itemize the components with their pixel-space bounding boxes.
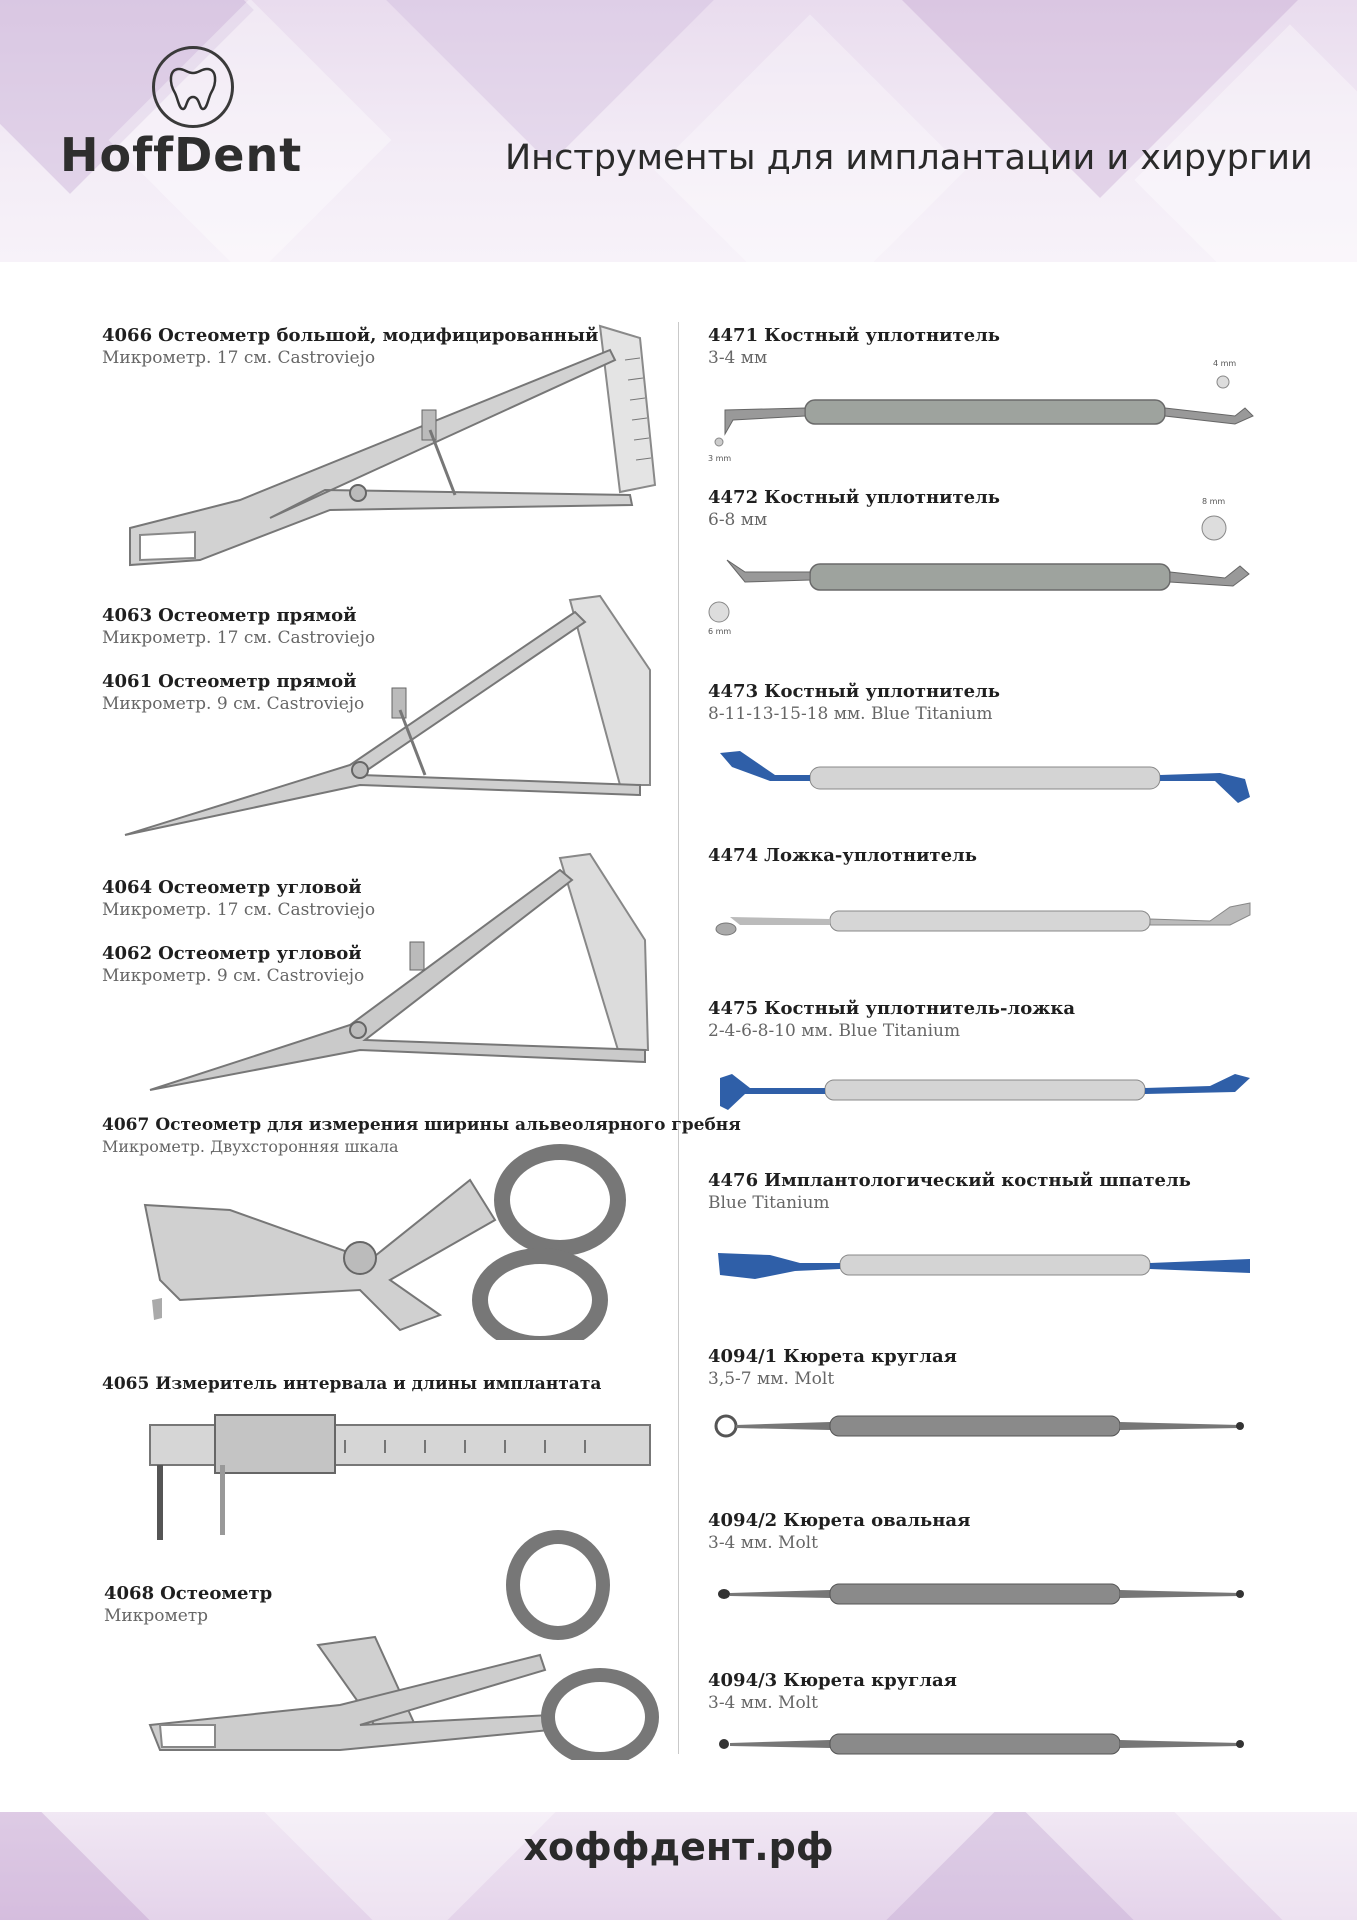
product-name: Костный уплотнитель <box>764 487 1001 508</box>
product-code: 4094/1 <box>708 1346 778 1367</box>
product-desc: 6-8 мм <box>708 510 768 530</box>
bone-spatula-blue-image <box>710 1245 1260 1290</box>
product-code: 4068 <box>104 1583 155 1604</box>
product-code: 4472 <box>708 487 759 508</box>
product-name: Кюрета круглая <box>783 1670 957 1691</box>
product-4065 <box>102 1374 601 1396</box>
product-name: Остеометр большой, модифицированный <box>158 325 599 346</box>
curette-oval-image <box>710 1578 1250 1613</box>
product-4094-1 <box>708 1346 957 1389</box>
size-label: 8 mm <box>1202 497 1226 506</box>
product-name: Остеометр угловой <box>158 943 362 964</box>
product-code: 4063 <box>102 605 153 626</box>
tooth-logo-icon <box>152 46 234 128</box>
product-name: Костный уплотнитель <box>764 325 1001 346</box>
product-code: 4062 <box>102 943 153 964</box>
product-name: Остеометр угловой <box>158 877 362 898</box>
product-code: 4094/2 <box>708 1510 778 1531</box>
product-desc: Blue Titanium <box>708 1193 830 1213</box>
product-desc: 3-4 мм. Molt <box>708 1693 818 1713</box>
product-4474 <box>708 845 977 868</box>
osteometer-straight-image <box>120 590 660 840</box>
product-desc: 2-4-6-8-10 мм. Blue Titanium <box>708 1021 961 1041</box>
product-code: 4061 <box>102 671 153 692</box>
product-code: 4067 <box>102 1115 150 1135</box>
spoon-condenser-image <box>710 895 1260 950</box>
ridge-width-osteometer-image <box>140 1140 660 1340</box>
product-4475 <box>708 998 1075 1041</box>
product-desc: Микрометр. Двухсторонняя шкала <box>102 1137 399 1156</box>
product-desc: 3-4 мм <box>708 348 768 368</box>
size-label: 4 mm <box>1213 359 1237 368</box>
product-desc: Микрометр <box>104 1606 209 1626</box>
product-code: 4064 <box>102 877 153 898</box>
product-code: 4475 <box>708 998 759 1019</box>
implant-gauge-image <box>145 1405 655 1545</box>
product-code: 4473 <box>708 681 759 702</box>
product-code: 4094/3 <box>708 1670 778 1691</box>
product-name: Костный уплотнитель <box>764 681 1001 702</box>
product-name: Кюрета овальная <box>783 1510 971 1531</box>
product-4476 <box>708 1170 1191 1213</box>
curette-round-3-4-image <box>710 1728 1250 1763</box>
product-code: 4474 <box>708 845 759 866</box>
product-name: Имплантологический костный шпатель <box>764 1170 1191 1191</box>
product-name: Остеометр <box>160 1583 273 1604</box>
product-name: Остеометр прямой <box>158 671 357 692</box>
product-name: Костный уплотнитель-ложка <box>764 998 1076 1019</box>
product-code: 4066 <box>102 325 153 346</box>
product-name: Остеометр для измерения ширины альвеолярного гребня <box>155 1115 741 1135</box>
product-code: 4471 <box>708 325 759 346</box>
product-desc: 3-4 мм. Molt <box>708 1533 818 1553</box>
osteometer-angled-image <box>140 850 660 1095</box>
page-title: Инструменты для имплантации и хирургии <box>505 138 1313 178</box>
bone-condenser-3-4-image <box>705 350 1265 465</box>
product-name: Ложка-уплотнитель <box>764 845 977 866</box>
product-code: 4065 <box>102 1374 150 1394</box>
product-desc: Микрометр. 17 см. Castroviejo <box>102 348 376 368</box>
bone-condenser-blue-titanium-image <box>710 745 1260 820</box>
product-4094-3 <box>708 1670 957 1713</box>
curette-round-3-5-7-image <box>710 1410 1250 1445</box>
product-code: 4476 <box>708 1170 759 1191</box>
osteometer-forceps-image <box>140 1525 680 1760</box>
header-banner <box>0 0 1357 262</box>
size-label: 6 mm <box>708 627 732 636</box>
size-label: 3 mm <box>708 454 732 463</box>
product-desc: 3,5-7 мм. Molt <box>708 1369 835 1389</box>
product-name: Кюрета круглая <box>783 1346 957 1367</box>
product-name: Измеритель интервала и длины имплантата <box>155 1374 602 1394</box>
bone-condenser-6-8-image <box>705 492 1265 637</box>
osteometer-large-image <box>120 320 660 575</box>
product-desc: 8-11-13-15-18 мм. Blue Titanium <box>708 704 993 724</box>
website-link[interactable]: хоффдент.рф <box>523 1825 834 1869</box>
bone-condenser-spoon-blue-image <box>710 1060 1260 1135</box>
product-desc: Микрометр. 17 см. Castroviejo <box>102 628 376 648</box>
brand-logo: HoffDent <box>60 128 303 182</box>
product-4094-2 <box>708 1510 970 1553</box>
product-desc: Микрометр. 17 см. Castroviejo <box>102 900 376 920</box>
product-desc: Микрометр. 9 см. Castroviejo <box>102 694 365 714</box>
product-name: Остеометр прямой <box>158 605 357 626</box>
product-desc: Микрометр. 9 см. Castroviejo <box>102 966 365 986</box>
product-4473 <box>708 681 1000 724</box>
